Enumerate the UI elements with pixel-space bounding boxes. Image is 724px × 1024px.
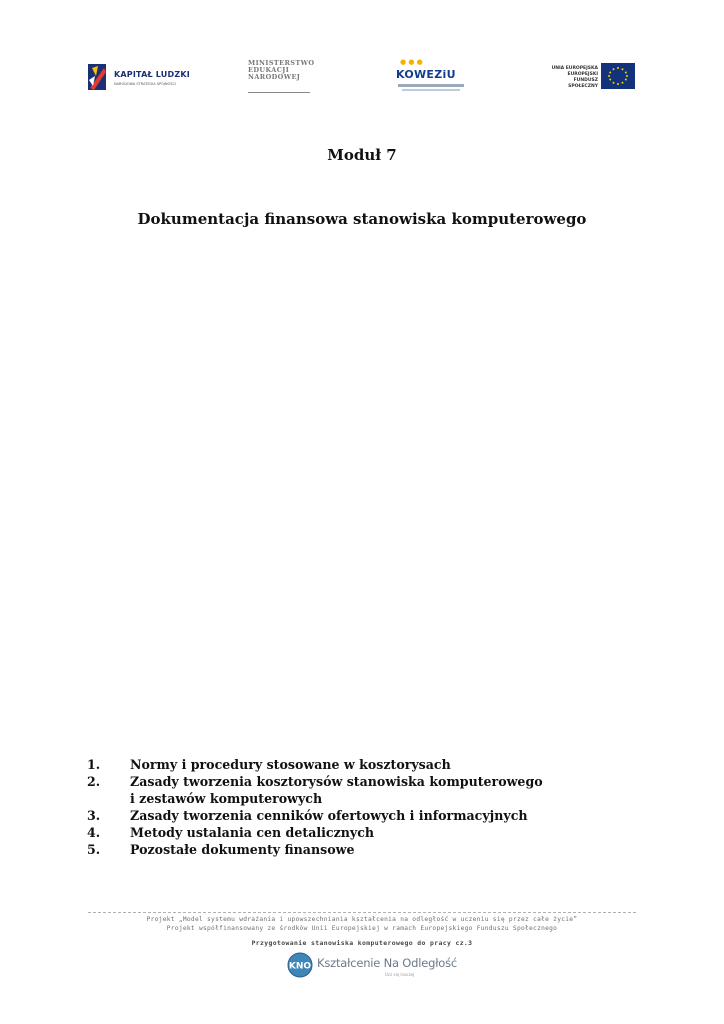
kapital-ludzki-mark-icon	[86, 62, 108, 92]
toc-item	[87, 807, 647, 824]
koweziu-logo	[392, 58, 470, 98]
toc-item-number: 3.	[87, 808, 101, 823]
kno-globe-icon	[287, 952, 313, 978]
toc-item	[87, 773, 647, 807]
ministerstwo-line-2: EDUKACJI	[248, 66, 290, 74]
toc-item-text: Pozostałe dokumenty finansowe	[130, 842, 355, 857]
kapital-ludzki-subtitle: NARODOWA STRATEGIA SPÓJNOŚCI	[114, 82, 176, 86]
ministerstwo-edukacji-logo	[246, 58, 318, 98]
kapital-ludzki-name: KAPITAŁ LUDZKI	[114, 70, 190, 79]
ksztalcenie-na-odleglosc-logo	[287, 952, 458, 982]
toc-item-continuation: i zestawów komputerowych	[130, 791, 323, 806]
toc-item	[87, 841, 647, 858]
toc-item	[87, 824, 647, 841]
unia-europejska-logo	[548, 58, 638, 98]
kno-name: Kształcenie Na Odległość	[317, 956, 458, 970]
koweziu-subline	[398, 84, 464, 87]
eu-flag-icon	[601, 63, 635, 89]
ue-line-3: FUNDUSZ SPOŁECZNY	[568, 78, 598, 89]
ue-line-2: EUROPEJSKI	[567, 72, 598, 77]
toc-item-number: 1.	[87, 757, 101, 772]
ministerstwo-line-3: NARODOWEJ	[248, 73, 301, 81]
toc-item-text: Normy i procedury stosowane w kosztorysach	[130, 757, 451, 772]
ministerstwo-rule	[248, 92, 310, 93]
toc-item-number: 4.	[87, 825, 101, 840]
ministerstwo-line-1: MINISTERSTWO	[248, 59, 315, 67]
kno-mark-text: KNO	[288, 961, 312, 972]
toc-item-number: 2.	[87, 774, 101, 789]
koweziu-subline-2	[402, 89, 460, 91]
toc-item-number: 5.	[87, 842, 101, 857]
toc-item	[87, 756, 647, 773]
footer-funding-line: Projekt współfinansowany ze środków Unii Europejskiej w ramach Europejskiego Funduszu Społecznego	[166, 925, 558, 932]
module-title: Moduł 7	[327, 146, 397, 164]
kapital-ludzki-logo	[86, 58, 190, 98]
kno-subtitle: Ucz się inaczej	[385, 972, 415, 977]
logo-bar	[0, 58, 724, 98]
ue-line-1: UNIA EUROPEJSKA	[551, 66, 598, 71]
footer-project-line: Projekt „Model systemu wdrażania i upowszechniania kształcenia na odległość w uczeniu się przez całe życie”	[146, 916, 578, 923]
footer-divider	[88, 912, 636, 913]
toc-item-text: Metody ustalania cen detalicznych	[130, 825, 375, 840]
footer-module-line: Przygotowanie stanowiska komputerowego do pracy cz.3	[251, 939, 473, 947]
koweziu-dots-icon: ● ● ●	[400, 58, 423, 66]
toc-item-text: Zasady tworzenia cenników ofertowych i informacyjnych	[130, 808, 528, 823]
koweziu-name: KOWEZiU	[396, 68, 456, 81]
document-title: Dokumentacja finansowa stanowiska komputerowego	[137, 210, 587, 228]
table-of-contents	[87, 756, 647, 858]
toc-item-text: Zasady tworzenia kosztorysów stanowiska komputerowego	[130, 774, 543, 789]
